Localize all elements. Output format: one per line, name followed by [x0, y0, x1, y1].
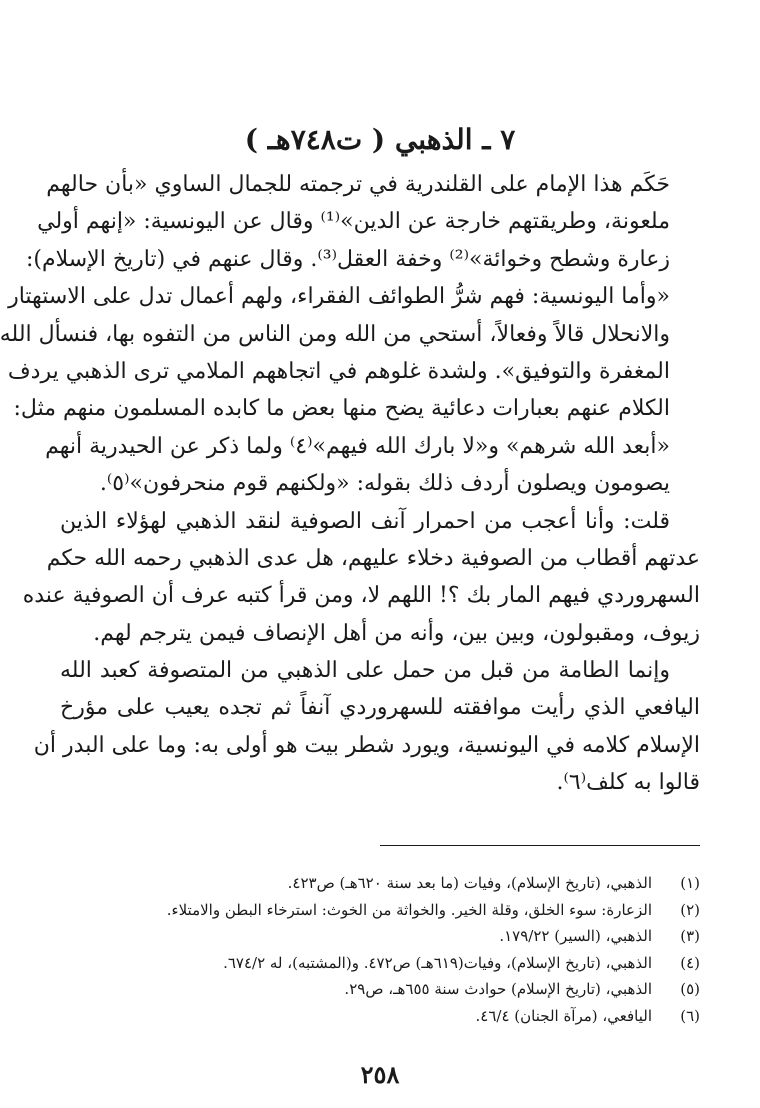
text-line: حَكَم هذا الإمام على القلندرية في ترجمته للجمال الساوي «بأن حالهم	[46, 172, 670, 197]
text-line: وإنما الطامة من قبل من حمل على الذهبي من المتصوفة كعبد الله	[60, 658, 670, 684]
text-line: زيوف، ومقبولون، وبين بين، وأنه من أهل الإنصاف فيمن يترجم لهم.	[93, 620, 700, 646]
footnotes	[60, 870, 700, 1029]
section-heading: ٧ ـ الذهبي ( ت٧٤٨هـ )	[244, 123, 516, 156]
text-line: يصومون ويصلون أردف ذلك بقوله: «ولكنهم قوم منحرفون»⁽٥⁾.	[99, 471, 670, 497]
body-text	[0, 166, 700, 802]
footnote	[60, 950, 700, 977]
footnote-text: الذهبي، (تاريخ الإسلام) حوادث سنة ٦٥٥هـ، ص٢٩.	[344, 980, 652, 998]
text-line: قالوا به كلف⁽٦⁾.	[556, 770, 700, 796]
text-line: عدتهم أقطاب من الصوفية دخلاء عليهم، هل عدى الذهبي رحمه الله حكم	[46, 545, 700, 571]
footnote-number: (١)	[680, 874, 700, 892]
paragraph-1	[0, 166, 700, 503]
footnote-text: الذهبي، (تاريخ الإسلام)، وفيات (ما بعد سنة ٦٢٠هـ) ص٤٢٣.	[287, 874, 652, 892]
footnote-text: الزعارة: سوء الخلق، وقلة الخير. والخواثة من الخوث: استرخاء البطن والامتلاء.	[166, 900, 652, 919]
text-line: قلت: وأنا أعجب من احمرار آنف الصوفية لنقد الذهبي لهؤلاء الذين	[60, 508, 670, 534]
text-line: ملعونة، وطريقتهم خارجة عن الدين»⁽¹⁾ وقال عن اليونسية: «إنهم أولي	[37, 209, 670, 235]
text-line: الإسلام كلامه في اليونسية، ويورد شطر بيت هو أولى به: وما على البدر أن	[33, 732, 700, 758]
text-line: زعارة وشطح وخوائة»⁽²⁾ وخفة العقل⁽³⁾. وقال عنهم في (تاريخ الإسلام):	[25, 246, 670, 272]
footnote-number: (٦)	[680, 1006, 700, 1025]
paragraph-3	[33, 652, 700, 802]
text-line: «وأما اليونسية: فهم شرُّ الطوائف الفقراء، ولهم أعمال تدل على الاستهتار	[8, 284, 670, 310]
text-line: اليافعي الذي رأيت موافقته للسهروردي آنفاً ثم تجده يعيب على مؤرخ	[60, 695, 700, 721]
footnote-number: (٥)	[680, 980, 700, 998]
text-line: الكلام عنهم بعبارات دعائية يضح منها بعض ما كابده المسلمون منهم مثل:	[13, 396, 670, 422]
footnote-number: (٢)	[680, 900, 700, 919]
footnote-text: اليافعي، (مرآة الجنان) ٤٦/٤.	[475, 1006, 652, 1025]
text-line: السهروردي فيهم المار بك ؟! اللهم لا، ومن قرأ كتبه عرف أن الصوفية عنده	[22, 583, 700, 609]
paragraph-2	[22, 503, 700, 653]
footnote-divider	[380, 845, 700, 846]
footnote	[60, 923, 700, 950]
footnote-text: الذهبي، (تاريخ الإسلام)، وفيات(٦١٩هـ) ص٤٧٢. و(المشتبه)، له ٦٧٤/٢.	[223, 953, 652, 972]
text-line: والانحلال قالاً وفعالاً، أستحي من الله ومن الناس من التفوه بها، فنسأل الله	[0, 321, 670, 347]
text-line: «أبعد الله شرهم» و«لا بارك الله فيهم»⁽٤⁾ ولما ذكر عن الحيدرية أنهم	[45, 433, 670, 459]
text-line: المغفرة والتوفيق». ولشدة غلوهم في اتجاههم الملامي ترى الذهبي يردف	[7, 358, 670, 384]
footnote	[60, 1003, 700, 1030]
footnote	[60, 897, 700, 924]
footnote-number: (٣)	[680, 927, 700, 945]
footnote	[60, 976, 700, 1003]
footnote-text: الذهبي، (السير) ١٧٩/٢٢.	[499, 927, 652, 945]
page-number: ٢٥٨	[360, 1060, 400, 1089]
footnote	[60, 870, 700, 897]
footnote-number: (٤)	[680, 953, 700, 972]
